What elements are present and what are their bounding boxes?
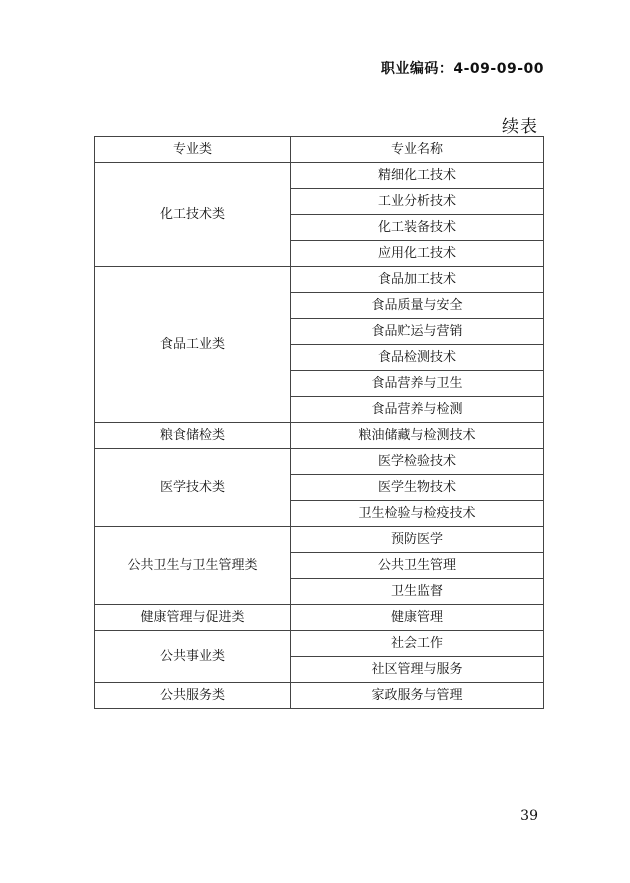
major-cell: 公共卫生管理 [291, 553, 544, 579]
major-cell: 粮油储藏与检测技术 [291, 423, 544, 449]
major-cell: 精细化工技术 [291, 163, 544, 189]
category-cell: 医学技术类 [95, 449, 291, 527]
major-cell: 食品检测技术 [291, 345, 544, 371]
major-cell: 工业分析技术 [291, 189, 544, 215]
table-row [95, 449, 544, 475]
category-cell: 化工技术类 [95, 163, 291, 267]
category-cell: 公共事业类 [95, 631, 291, 683]
major-cell: 食品质量与安全 [291, 293, 544, 319]
table-row [95, 423, 544, 449]
continued-table-label: 续表 [502, 117, 538, 137]
major-cell: 食品加工技术 [291, 267, 544, 293]
major-cell: 医学生物技术 [291, 475, 544, 501]
table-row [95, 631, 544, 657]
table-row [95, 605, 544, 631]
major-cell: 家政服务与管理 [291, 683, 544, 709]
table-body [95, 163, 544, 709]
column-header-category: 专业类 [95, 137, 291, 163]
table-row [95, 267, 544, 293]
page-number: 39 [520, 808, 538, 824]
major-cell: 社会工作 [291, 631, 544, 657]
major-cell: 食品营养与卫生 [291, 371, 544, 397]
major-cell: 食品营养与检测 [291, 397, 544, 423]
specialty-table [94, 136, 544, 709]
major-cell: 预防医学 [291, 527, 544, 553]
category-cell: 公共卫生与卫生管理类 [95, 527, 291, 605]
table-row [95, 163, 544, 189]
table-row [95, 527, 544, 553]
major-cell: 健康管理 [291, 605, 544, 631]
major-cell: 卫生监督 [291, 579, 544, 605]
table-header-row [95, 137, 544, 163]
major-cell: 食品贮运与营销 [291, 319, 544, 345]
category-cell: 健康管理与促进类 [95, 605, 291, 631]
table-row [95, 683, 544, 709]
category-cell: 公共服务类 [95, 683, 291, 709]
major-cell: 医学检验技术 [291, 449, 544, 475]
category-cell: 食品工业类 [95, 267, 291, 423]
major-cell: 化工装备技术 [291, 215, 544, 241]
major-cell: 社区管理与服务 [291, 657, 544, 683]
column-header-major: 专业名称 [291, 137, 544, 163]
category-cell: 粮食储检类 [95, 423, 291, 449]
occupation-code: 职业编码：4-09-09-00 [380, 61, 544, 77]
major-cell: 应用化工技术 [291, 241, 544, 267]
major-cell: 卫生检验与检疫技术 [291, 501, 544, 527]
